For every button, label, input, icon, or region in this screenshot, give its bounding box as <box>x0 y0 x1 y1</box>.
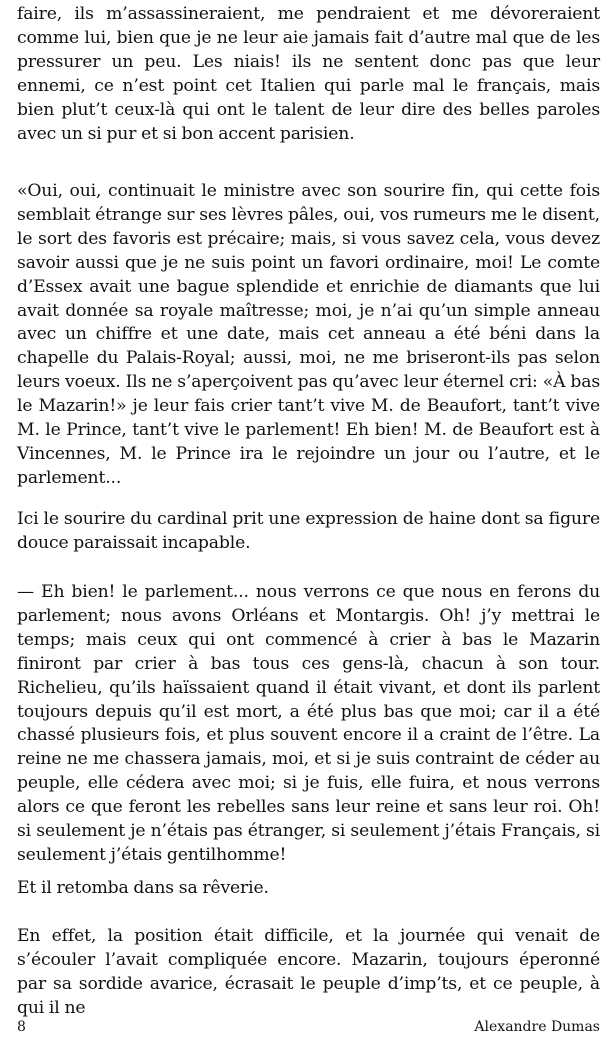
paragraph-3: Ici le sourire du cardinal prit une expression de haine dont sa figure douce paraissait incapable. <box>17 509 600 553</box>
page-footer <box>17 1019 600 1035</box>
page-number: 8 <box>17 1019 26 1035</box>
paragraph-1: faire, ils m’assassineraient, me pendraient et me dévoreraient comme lui, bien que je ne leur aie jamais fait d’autre mal que de les pressurer un peu. Les niais! ils ne sentent donc pas que leur ennemi, ce n’est point cet Italien qui parle mal le français, mais bien plut’t ceux-là qui ont le talent de leur dire des belles paroles avec un si pur et si bon accent parisien. <box>17 4 600 144</box>
paragraph-6: En effet, la position était difficile, et la journée qui venait de s’écouler l’avait compliquée encore. Mazarin, toujours éperonné par sa sordide avarice, écrasait le peuple d’imp’ts, et ce peuple, à qui il ne <box>17 926 600 1018</box>
footer-author: Alexandre Dumas <box>474 1019 600 1035</box>
paragraph-2: «Oui, oui, continuait le ministre avec son sourire fin, qui cette fois semblait étrange sur ses lèvres pâles, oui, vos rumeurs me le disent, le sort des favoris est précaire; mais, si vous savez cela, vous devez savoir aussi que je ne suis point un favori ordinaire, moi! Le comte d’Essex avait une bague splendide et enrichie de diamants que lui avait donnée sa royale maîtresse; moi, je n’ai qu’un simple anneau avec un chiffre et une date, mais cet anneau a été béni dans la chapelle du Palais-Royal; aussi, moi, ne me briseront-ils pas selon leurs voeux. Ils ne s’aperçoivent pas qu’avec leur éternel cri: «À bas le Mazarin!» je leur fais crier tant’t vive M. de Beaufort, tant’t vive M. le Prince, tant’t vive le parlement! Eh bien! M. de Beaufort est à Vincennes, M. le Prince ira le rejoindre un jour ou l’autre, et le parlement... <box>17 181 600 488</box>
paragraph-4: — Eh bien! le parlement... nous verrons ce que nous en ferons du parlement; nous avons Orléans et Montargis. Oh! j’y mettrai le temps; mais ceux qui ont commencé à crier à bas le Mazarin finiront par crier à bas tous ces gens-là, chacun à son tour. Richelieu, qu’ils haïssaient quand il était vivant, et dont ils parlent toujours depuis qu’il est mort, a été plus bas que moi; car il a été chassé plusieurs fois, et plus souvent encore il a craint de l’être. La reine ne me chassera jamais, moi, et si je suis contraint de céder au peuple, elle cédera avec moi; si je fuis, elle fuira, et nous verrons alors ce que feront les rebelles sans leur reine et sans leur roi. Oh! si seulement je n’étais pas étranger, si seulement j’étais Français, si seulement j’étais gentilhomme! <box>17 582 600 865</box>
paragraph-5: Et il retomba dans sa rêverie. <box>17 878 269 898</box>
